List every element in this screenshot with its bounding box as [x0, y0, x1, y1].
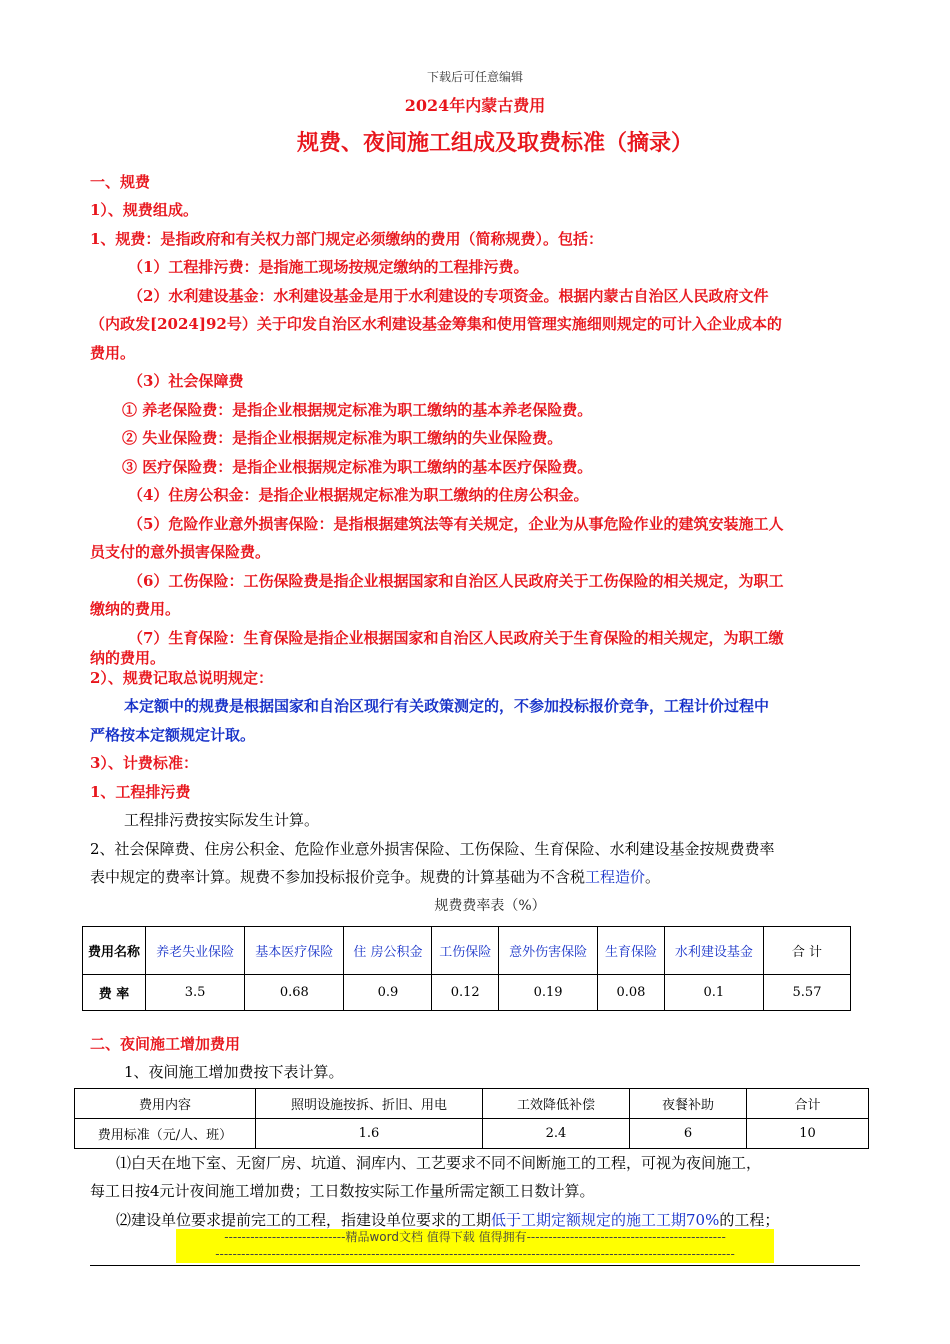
document-title: 规费、夜间施工组成及取费标准（摘录）: [296, 130, 693, 156]
item-water-fund-cont: （内政发[2024]92号）关于印发自治区水利建设基金筹集和使用管理实施细则规定的可计入企业成本的: [90, 315, 782, 333]
section-2-heading: 二、夜间施工增加费用: [90, 1035, 241, 1053]
item-social-security: （3）社会保障费: [128, 372, 244, 390]
rate-table-header-row: [83, 927, 851, 975]
night-row-label: 费用标准（元/人、班）: [75, 1119, 256, 1149]
value-water-fund: 0.1: [664, 975, 763, 1011]
standard-sewage-text: 工程排污费按实际发生计算。: [124, 811, 320, 829]
standard-sewage-heading: 1、工程排污费: [90, 783, 191, 801]
night-table-value-row: [75, 1119, 869, 1149]
item-housing-fund: （4）住房公积金：是指企业根据规定标准为职工缴纳的住房公积金。: [128, 486, 589, 504]
document-subtitle: 2024年内蒙古费用: [404, 96, 546, 115]
subsection-composition: 1）、规费组成。: [90, 201, 198, 219]
item-risk-insurance-cont: 员支付的意外损害保险费。: [90, 543, 271, 561]
night-note-2-part: ⑵建设单位要求提前完工的工程，指建设单位要求的工期: [116, 1211, 492, 1229]
cost-link[interactable]: 工程造价: [585, 868, 646, 886]
standard-rates-text-cont: [90, 866, 660, 887]
night-value-meal: 6: [630, 1119, 747, 1149]
item-maternity-insurance: （7）生育保险：生育保险是指企业根据国家和自治区人民政府关于生育保险的相关规定，为职工缴: [128, 629, 784, 647]
night-value-efficiency: 2.4: [483, 1119, 630, 1149]
value-medical: 0.68: [245, 975, 344, 1011]
rates-text-end: 。: [645, 868, 661, 886]
item-maternity-insurance-cont: 纳的费用。: [90, 649, 166, 667]
item-risk-insurance: （5）危险作业意外损害保险：是指根据建筑法等有关规定，企业为从事危险作业的建筑安装施工人: [128, 515, 784, 533]
night-value-lighting: 1.6: [256, 1119, 483, 1149]
standard-rates-text: 2、社会保障费、住房公积金、危险作业意外损害保险、工伤保险、生育保险、水利建设基金按规费费率: [90, 840, 775, 858]
night-fee-intro: 1、夜间施工增加费按下表计算。: [124, 1063, 344, 1081]
col-housing: 住 房公积金: [344, 927, 432, 975]
col-pension: 养老失业保险: [146, 927, 245, 975]
rules-text: 本定额中的规费是根据国家和自治区现行有关政策测定的，不参加投标报价竞争，工程计价过程中: [124, 697, 770, 715]
night-col-content: 费用内容: [75, 1089, 256, 1119]
fee-definition: 1、规费：是指政府和有关权力部门规定必须缴纳的费用（简称规费）。包括：: [90, 230, 603, 248]
night-value-total: 10: [747, 1119, 869, 1149]
section-1-heading: 一、规费: [90, 173, 151, 191]
col-medical: 基本医疗保险: [245, 927, 344, 975]
value-accident: 0.19: [499, 975, 598, 1011]
night-col-efficiency: 工效降低补偿: [483, 1089, 630, 1119]
item-water-fund: （2）水利建设基金：水利建设基金是用于水利建设的专项资金。根据内蒙古自治区人民政府文件: [128, 287, 769, 305]
night-note-2-highlight: 低于工期定额规定的施工工期70%: [491, 1211, 720, 1229]
night-note-2-end: 的工程；: [719, 1211, 780, 1229]
value-maternity: 0.08: [598, 975, 665, 1011]
value-housing: 0.9: [344, 975, 432, 1011]
item-injury-insurance: （6）工伤保险：工伤保险费是指企业根据国家和自治区人民政府关于工伤保险的相关规定，为职工: [128, 572, 784, 590]
value-injury: 0.12: [432, 975, 499, 1011]
rate-table-value-row: [83, 975, 851, 1011]
item-sewage-fee: （1）工程排污费：是指施工现场按规定缴纳的工程排污费。: [128, 258, 529, 276]
row-header-rate: 费 率: [83, 975, 146, 1011]
subsection-standards: 3）、计费标准：: [90, 754, 198, 772]
download-note: 下载后可任意编辑: [426, 70, 523, 84]
footer-divider: [90, 1265, 860, 1266]
item-medical: ③ 医疗保险费：是指企业根据规定标准为职工缴纳的基本医疗保险费。: [122, 458, 593, 476]
rate-table-caption: 规费费率表（%）: [434, 898, 546, 914]
col-accident: 意外伤害保险: [499, 927, 598, 975]
rates-text-part: 表中规定的费率计算。规费不参加投标报价竞争。规费的计算基础为不含税: [90, 868, 586, 886]
night-col-total: 合计: [747, 1089, 869, 1119]
night-note-1-cont: 每工日按4元计夜间施工增加费；工日数按实际工作量所需定额工日数计算。: [90, 1182, 595, 1200]
night-fee-table: [74, 1088, 869, 1149]
footer-banner-line-2: ------------------------------------------------------------------------------------------------------------------------: [176, 1246, 774, 1263]
row-header-name: 费用名称: [83, 927, 146, 975]
col-maternity: 生育保险: [598, 927, 665, 975]
night-note-2: [116, 1209, 779, 1230]
night-note-1: ⑴白天在地下室、无窗厂房、坑道、洞库内、工艺要求不同不间断施工的工程，可视为夜间施工，: [116, 1154, 762, 1172]
item-unemployment: ② 失业保险费：是指企业根据规定标准为职工缴纳的失业保险费。: [122, 429, 563, 447]
col-water-fund: 水利建设基金: [664, 927, 763, 975]
value-total: 5.57: [764, 975, 851, 1011]
item-pension: ① 养老保险费：是指企业根据规定标准为职工缴纳的基本养老保险费。: [122, 401, 593, 419]
rules-text-cont: 严格按本定额规定计取。: [90, 726, 256, 744]
night-col-meal: 夜餐补助: [630, 1089, 747, 1119]
night-table-header-row: [75, 1089, 869, 1119]
night-col-lighting: 照明设施按拆、折旧、用电: [256, 1089, 483, 1119]
rate-table: [82, 926, 851, 1011]
col-total: 合 计: [764, 927, 851, 975]
item-injury-insurance-cont: 缴纳的费用。: [90, 600, 181, 618]
item-water-fund-end: 费用。: [90, 344, 136, 362]
footer-banner-line-1: ----------------------------精品word文档 值得下载 值得拥有----------------------------------------------: [176, 1229, 774, 1246]
subsection-rules: 2）、规费记取总说明规定：: [90, 669, 273, 687]
col-injury: 工伤保险: [432, 927, 499, 975]
value-pension: 3.5: [146, 975, 245, 1011]
